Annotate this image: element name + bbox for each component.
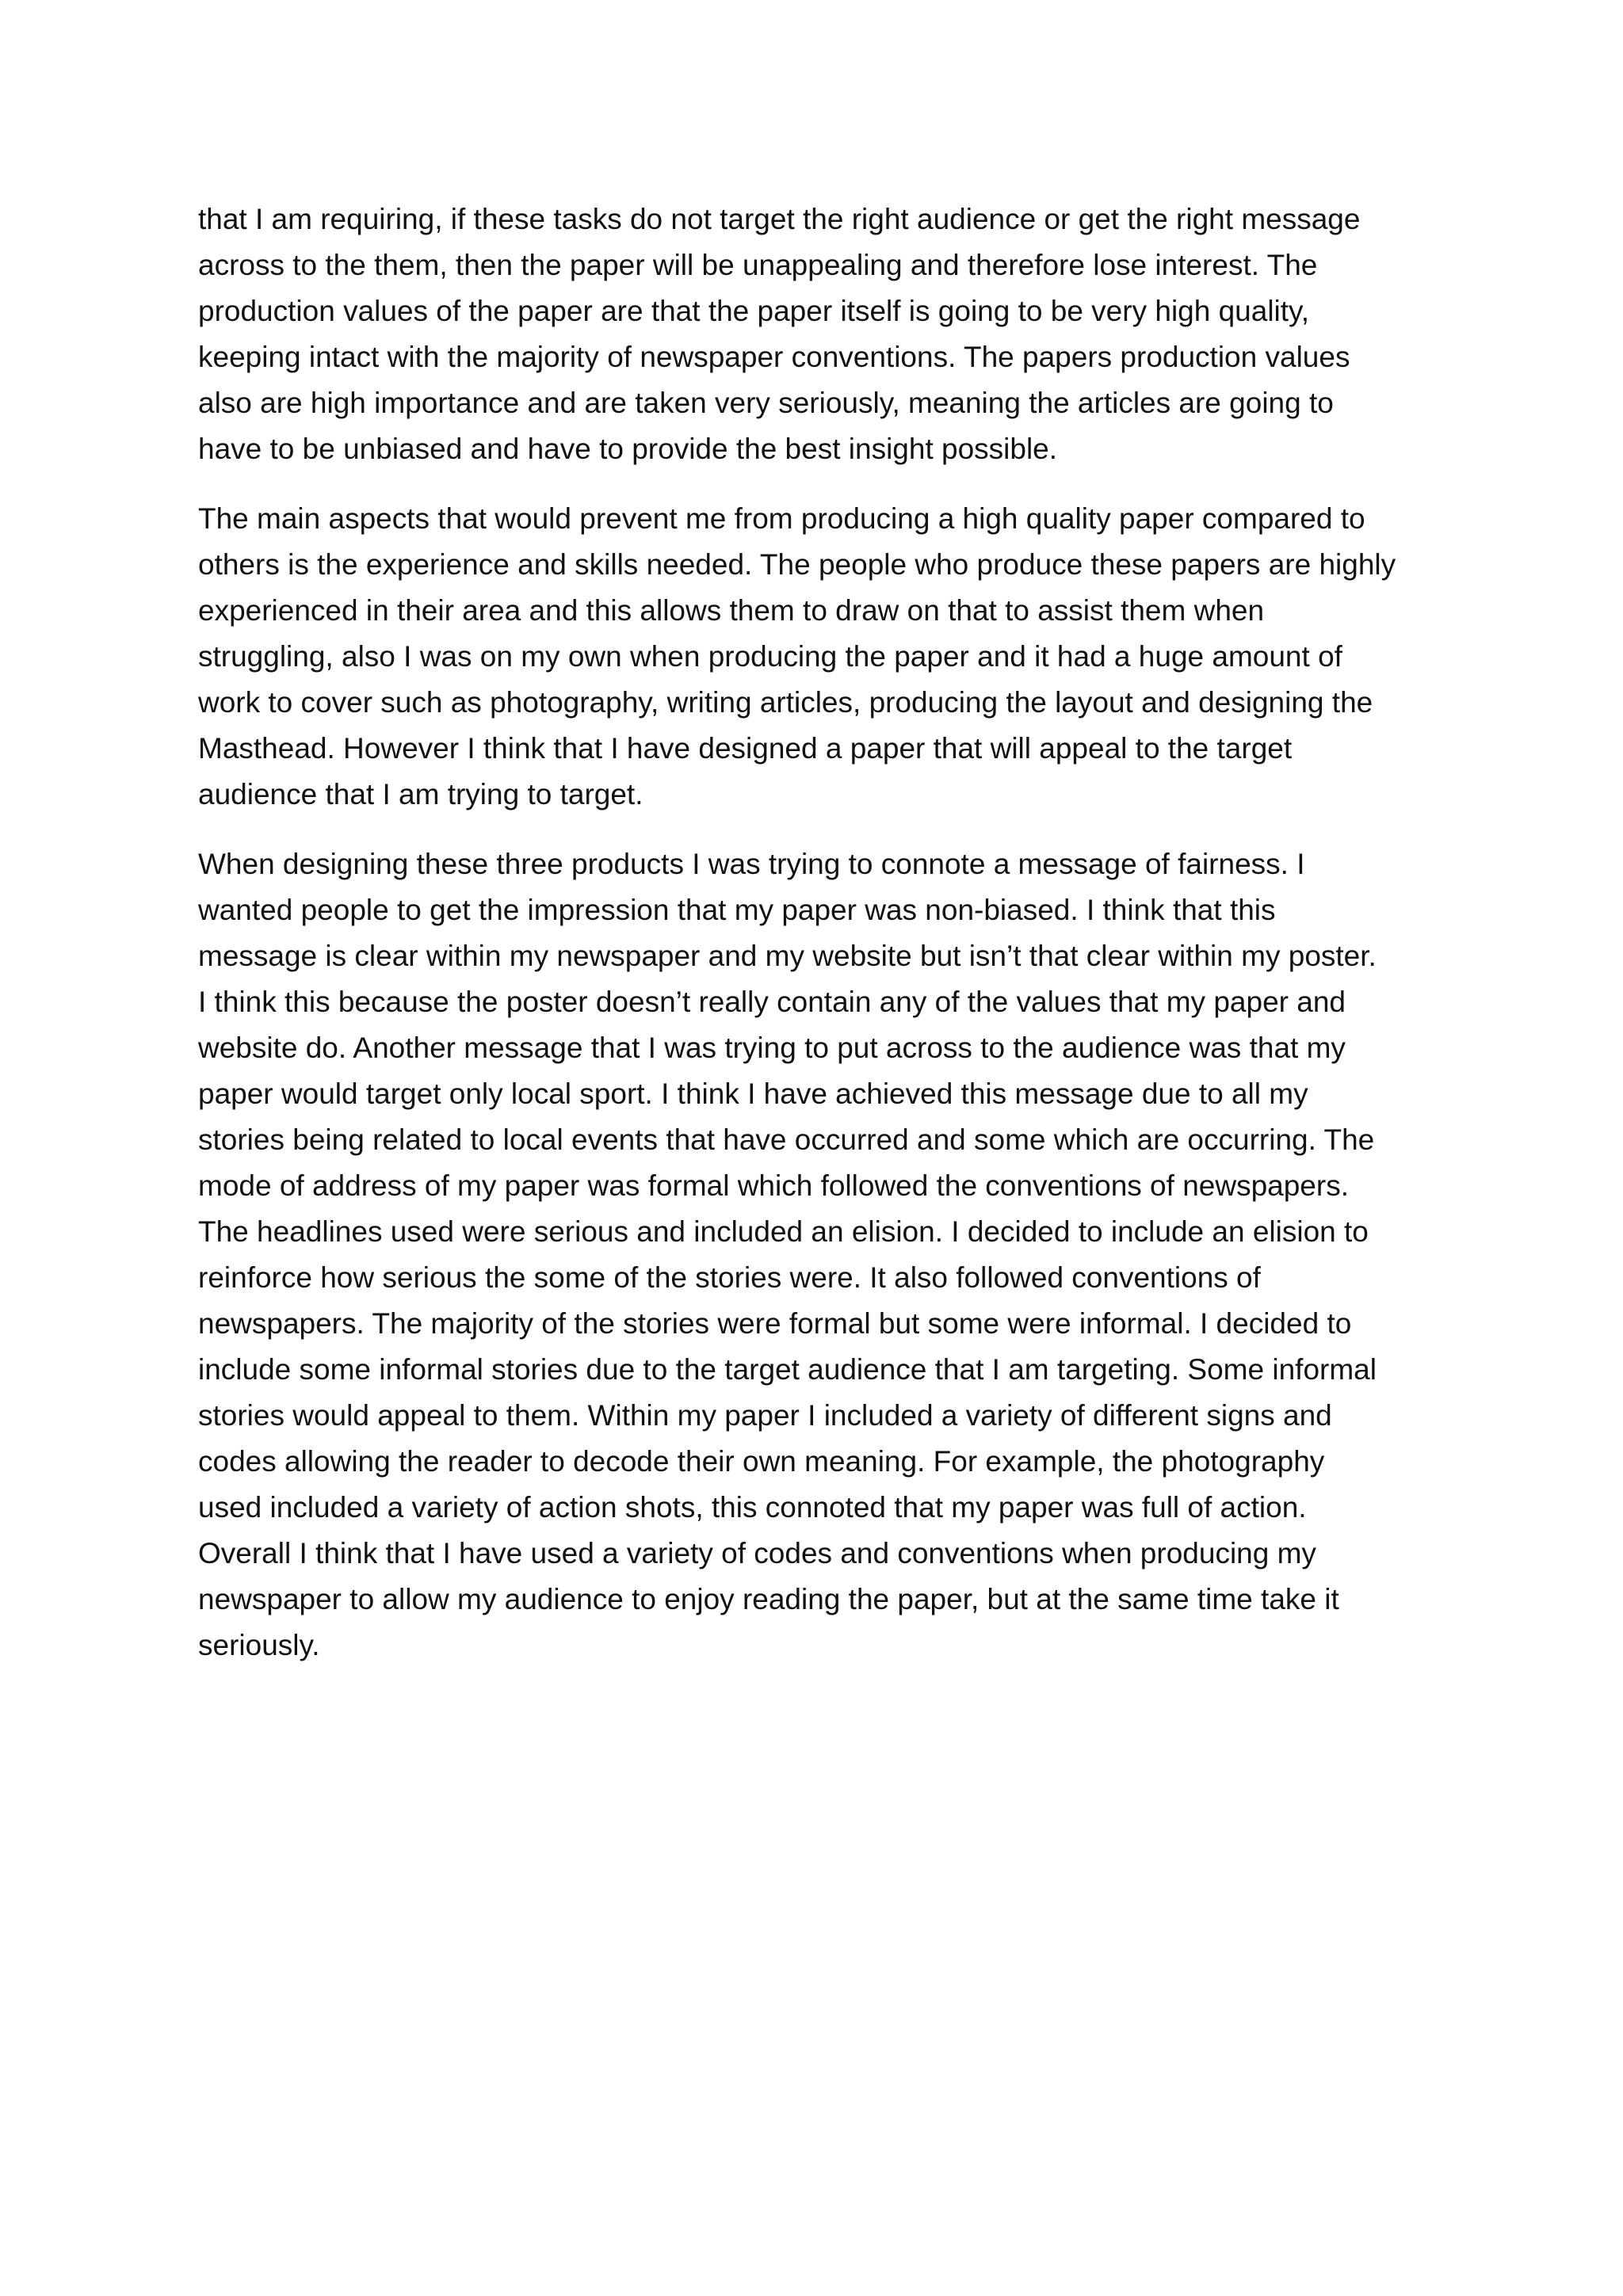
paragraph-production-values: that I am requiring, if these tasks do not target the right audience or get the right message across to the them, then the paper will be unappealing and therefore lose interest. The production values of the paper are that the paper itself is going to be very high quality, keeping intact with the majority of newspaper conventions. The papers production values also are high importance and are taken very seriously, meaning the articles are going to have to be unbiased and have to provide the best insight possible. [198,203,1361,465]
paragraph-experience-and-skills: The main aspects that would prevent me from producing a high quality paper compared to others is the experience and skills needed. The people who produce these papers are highly experienced in their area and this allows them to draw on that to assist them when struggling, also I was on my own when producing the paper and it had a huge amount of work to cover such as photography, writing articles, producing the layout and designing the Masthead. However I think that I have designed a paper that will appeal to the target audience that I am trying to target. [198,502,1396,810]
document-body [198,196,1450,1692]
paragraph-message-and-conventions: When designing these three products I was trying to connote a message of fairness. I wanted people to get the impression that my paper was non-biased. I think that this message is clear within my newspaper and my website but isn’t that clear within my poster. I think this because the poster doesn’t really contain any of the values that my paper and website do. Another message that I was trying to put across to the audience was that my paper would target only local sport. I think I have achieved this message due to all my stories being related to local events that have occurred and some which are occurring. The mode of address of my paper was formal which followed the conventions of newspapers. The headlines used were serious and included an elision. I decided to include an elision to reinforce how serious the some of the stories were. It also followed conventions of newspapers. The majority of the stories were formal but some were informal. I decided to include some informal stories due to the target audience that I am targeting. Some informal stories would appeal to them. Within my paper I included a variety of different signs and codes allowing the reader to decode their own meaning. For example, the photography used included a variety of action shots, this connoted that my paper was full of action. Overall I think that I have used a variety of codes and conventions when producing my newspaper to allow my audience to enjoy reading the paper, but at the same time take it seriously. [198,848,1377,1661]
